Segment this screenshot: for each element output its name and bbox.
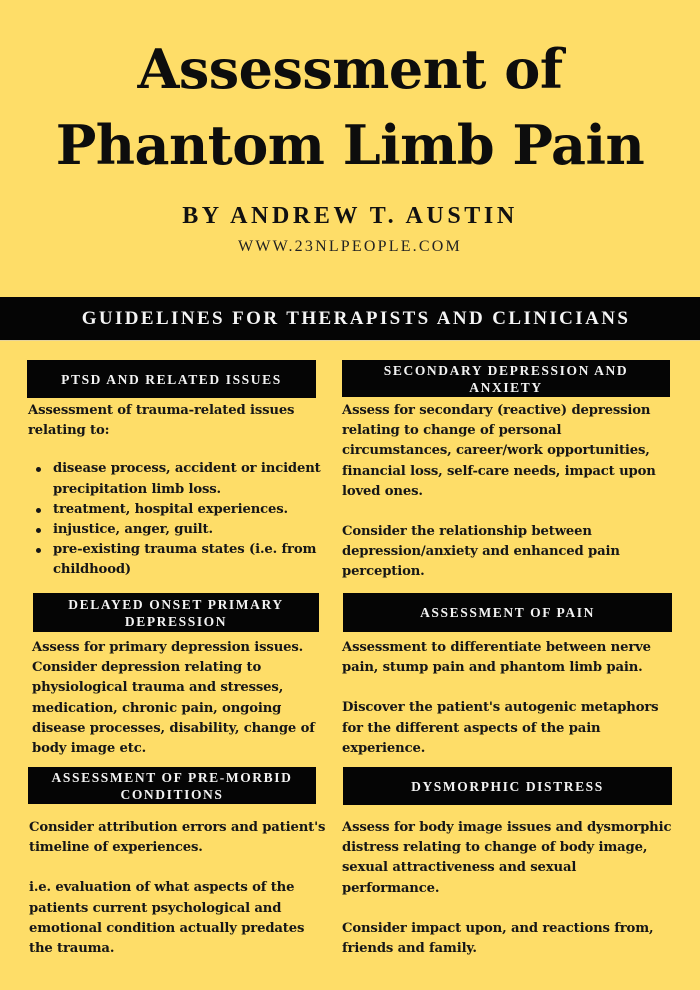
section-header-delayed-onset: DELAYED ONSET PRIMARY DEPRESSION: [33, 593, 319, 632]
paragraph: Assessment to differentiate between nerve pain, stump pain and phantom limb pain.: [342, 640, 651, 676]
section-body-pre-morbid: [29, 818, 329, 959]
section-header-ptsd: PTSD AND RELATED ISSUES: [27, 360, 316, 398]
list-item: disease process, accident or incident precipitation limb loss.: [28, 459, 328, 499]
section-body-ptsd: [28, 401, 328, 581]
section-header-assessment-of-pain: ASSESSMENT OF PAIN: [343, 593, 672, 632]
section-header-secondary-depression: SECONDARY DEPRESSION AND ANXIETY: [342, 360, 670, 397]
bullet-icon: [36, 508, 41, 513]
paragraph: Assess for secondary (reactive) depression relating to change of personal circumstances, career/work opportunities, financial loss, self-care needs, impact upon loved ones.: [342, 403, 656, 499]
list-item: injustice, anger, guilt.: [28, 520, 328, 540]
paragraph: Discover the patient's autogenic metaphors for the different aspects of the pain experience.: [342, 700, 659, 756]
page-title-line-2: Phantom Limb Pain: [55, 113, 645, 177]
section-header-dysmorphic: DYSMORPHIC DISTRESS: [343, 767, 672, 805]
bullet-icon: [36, 467, 41, 472]
bullet-icon: [36, 528, 41, 533]
paragraph: Assess for body image issues and dysmorphic distress relating to change of body image, sexual attractiveness and sexual performance.: [342, 820, 672, 896]
paragraph: i.e. evaluation of what aspects of the patients current psychological and emotional condition actually predates the trauma.: [29, 880, 305, 957]
section-body-dysmorphic: [342, 818, 672, 959]
guidelines-banner: [0, 297, 700, 341]
website-url: WWW.23NLPEOPLE.COM: [238, 238, 462, 255]
section-body-assessment-of-pain: [342, 638, 672, 759]
ptsd-intro: Assessment of trauma-related issues relating to:: [28, 403, 295, 439]
section-header-pre-morbid: ASSESSMENT OF PRE-MORBID CONDITIONS: [28, 767, 316, 804]
paragraph: Assess for primary depression issues. Consider depression relating to physiological trauma and stresses, medication, chronic pain, ongoing disease processes, disability, change of body image etc.: [32, 640, 315, 757]
paragraph: Consider impact upon, and reactions from, friends and family.: [342, 920, 654, 957]
paragraph: Consider attribution errors and patient's timeline of experiences.: [29, 820, 326, 856]
author-byline: BY ANDREW T. AUSTIN: [182, 203, 518, 229]
page-title-line-1: Assessment of: [137, 37, 563, 101]
list-item: treatment, hospital experiences.: [28, 500, 328, 520]
list-item: pre-existing trauma states (i.e. from childhood): [28, 540, 328, 580]
paragraph: Consider the relationship between depression/anxiety and enhanced pain perception.: [342, 524, 620, 580]
section-body-secondary-depression: [342, 401, 672, 583]
section-body-delayed-onset: [32, 638, 332, 759]
ptsd-bullet-list: [28, 459, 328, 580]
bullet-icon: [36, 548, 41, 553]
banner-text: GUIDELINES FOR THERAPISTS AND CLINICIANS: [81, 308, 631, 329]
